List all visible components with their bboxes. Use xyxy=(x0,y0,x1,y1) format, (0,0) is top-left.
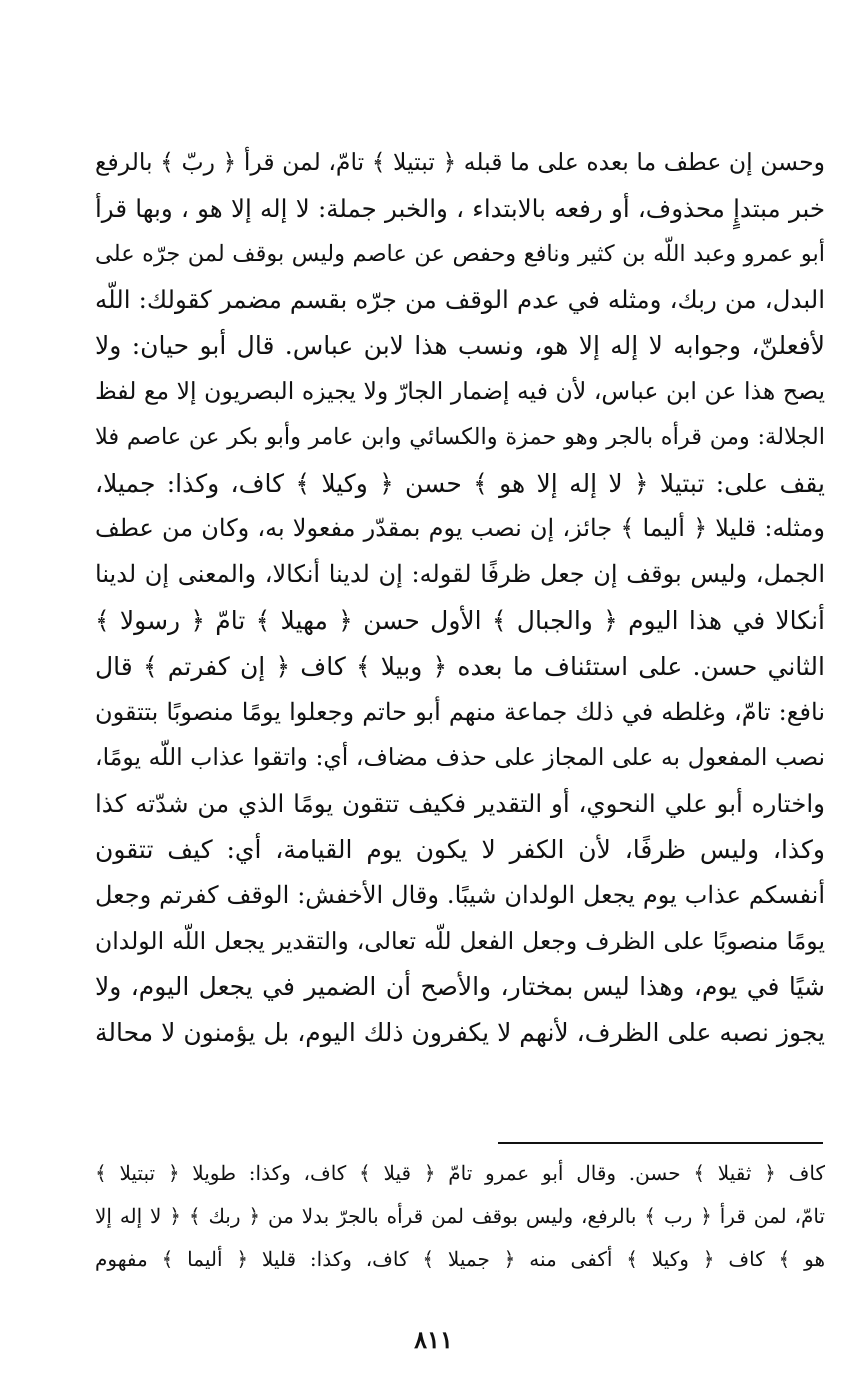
footnote-line: تامّ، لمن قرأ ﴿ رب ﴾ بالرفع، وليس بوقف لمن قرأه بالجرّ بدلا من ﴿ ربك ﴾ ﴿ لا إله إلا xyxy=(95,1204,825,1228)
text-line: البدل، من ربك، ومثله في عدم الوقف من جرّه بقسم مضمر كقولك: اللّه xyxy=(95,285,825,315)
page-number: ٨١١ xyxy=(414,1325,453,1354)
main-text xyxy=(95,140,825,1056)
text-line: أبو عمرو وعبد اللّه بن كثير ونافع وحفص عن عاصم وليس بوقف لمن جرّه على xyxy=(95,240,825,267)
text-line: ومثله: قليلا ﴿ أليما ﴾ جائز، إن نصب يوم بمقدّر مفعولا به، وكان من عطف xyxy=(95,514,825,543)
footnotes xyxy=(95,1152,825,1281)
text-line: يومًا منصوبًا على الظرف وجعل الفعل للّه تعالى، والتقدير يجعل اللّه الولدان xyxy=(95,926,825,955)
text-line: الثاني حسن. على استئناف ما بعده ﴿ وبيلا ﴾ كاف ﴿ إن كفرتم ﴾ قال xyxy=(95,651,825,681)
footnote-line: كاف ﴿ ثقيلا ﴾ حسن. وقال أبو عمرو تامّ ﴿ قيلا ﴾ كاف، وكذا: طويلا ﴿ تبتيلا ﴾ xyxy=(95,1161,825,1185)
text-line: خبر مبتدإٍ محذوف، أو رفعه بالابتداء ، والخبر جملة: لا إله إلا هو ، وبها قرأ xyxy=(95,193,825,223)
text-line: وحسن إن عطف ما بعده على ما قبله ﴿ تبتيلا ﴾ تامّ، لمن قرأ ﴿ ربّ ﴾ بالرفع xyxy=(95,148,825,176)
text-line: نصب المفعول به على المجاز على حذف مضاف، أي: واتقوا عذاب اللّه يومًا، xyxy=(95,743,825,772)
text-line: أنكالا في هذا اليوم ﴿ والجبال ﴾ الأول حسن ﴿ مهيلا ﴾ تامّ ﴿ رسولا ﴾ xyxy=(95,605,825,635)
footnote-line: هو ﴾ كاف ﴿ وكيلا ﴾ أكفى منه ﴿ جميلا ﴾ كاف، وكذا: قليلا ﴿ أليما ﴾ مفهوم xyxy=(95,1247,825,1271)
text-line: نافع: تامّ، وغلطه في ذلك جماعة منهم أبو حاتم وجعلوا يومًا منصوبًا بتتقون xyxy=(95,697,825,726)
text-line: واختاره أبو علي النحوي، أو التقدير فكيف تتقون يومًا الذي من شدّته كذا xyxy=(95,789,825,819)
text-line: يصح هذا عن ابن عباس، لأن فيه إضمار الجارّ ولا يجيزه البصريون إلا مع لفظ xyxy=(95,376,825,405)
text-line: يقف على: تبتيلا ﴿ لا إله إلا هو ﴾ حسن ﴿ وكيلا ﴾ كاف، وكذا: جميلا، xyxy=(95,468,825,498)
text-line: يجوز نصبه على الظرف، لأنهم لا يكفرون ذلك اليوم، بل يؤمنون لا محالة xyxy=(95,1018,825,1048)
text-line: لأفعلنّ، وجوابه لا إله إلا هو، ونسب هذا لابن عباس. قال أبو حيان: ولا xyxy=(95,331,825,361)
text-line: وكذا، وليس ظرفًا، لأن الكفر لا يكون يوم القيامة، أي: كيف تتقون xyxy=(95,834,825,864)
footnote-divider xyxy=(498,1142,823,1144)
text-line: شيًا في يوم، وهذا ليس بمختار، والأصح أن الضمير في يجعل اليوم، ولا xyxy=(95,972,825,1002)
text-line: أنفسكم عذاب يوم يجعل الولدان شيبًا. وقال الأخفش: الوقف كفرتم وجعل xyxy=(95,880,825,909)
text-line: الجمل، وليس بوقف إن جعل ظرفًا لقوله: إن لدينا أنكالا، والمعنى إن لدينا xyxy=(95,560,825,589)
text-line: الجلالة: ومن قرأه بالجر وهو حمزة والكسائي وابن عامر وأبو بكر عن عاصم فلا xyxy=(95,423,825,450)
